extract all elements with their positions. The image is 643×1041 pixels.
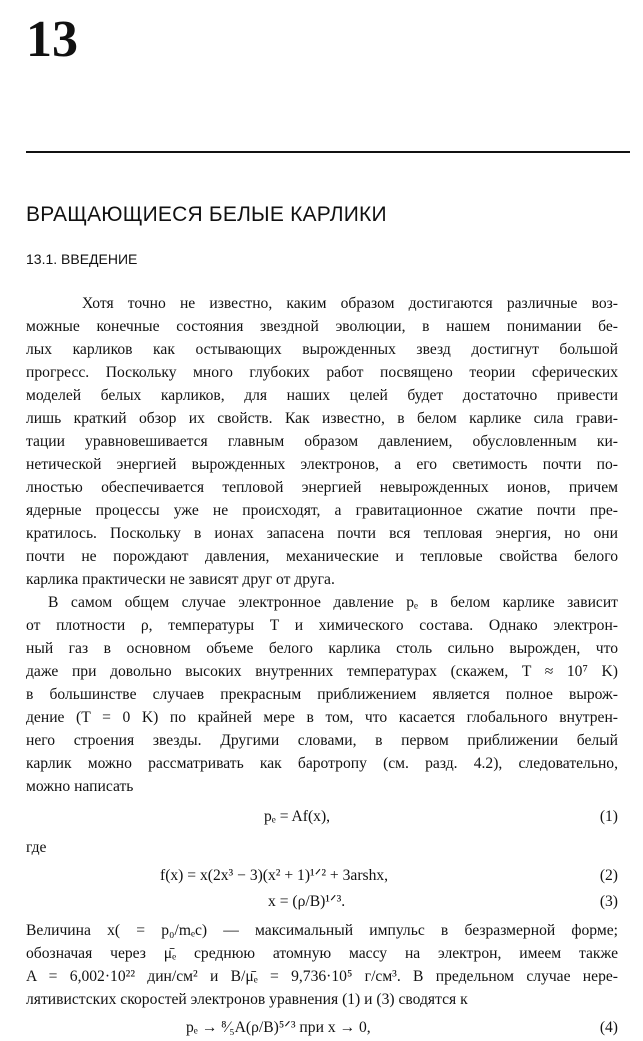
text-line: можно написать	[26, 778, 134, 795]
text-line: него строения звезды. Другими словами, в первом приближении белый	[26, 732, 618, 749]
text-line: Хотя точно не известно, каким образом достигаются различные воз-	[82, 295, 618, 312]
equation-3-number: (3)	[599, 893, 618, 910]
paragraph-1	[26, 292, 618, 591]
equation-1-number: (1)	[599, 808, 618, 825]
equation-1-expression: pₑ = Af(x),	[264, 808, 331, 825]
text-line: лностью обеспечивается тепловой энергией невырожденных ионов, причем	[26, 479, 618, 496]
text-line: дение (T = 0 K) по крайней мере в том, что касается глобального внутрен-	[26, 709, 618, 726]
equation-4	[26, 1015, 618, 1041]
equation-4-number: (4)	[599, 1019, 618, 1036]
text-line: В самом общем случае электронное давление pₑ в белом карлике зависит	[48, 594, 618, 611]
equation-4-expression: pₑ → ⁸⁄₅A(ρ/B)⁵ᐟ³ при x → 0,	[186, 1019, 371, 1036]
text-line: в большинстве случаев прекрасным приближением является полное вырож-	[26, 686, 618, 703]
equation-2-number: (2)	[599, 867, 618, 884]
chapter-rule	[26, 151, 630, 153]
paragraph-3	[26, 919, 618, 1011]
text-line: нетической энергией вырожденных электронов, а его светимость почти по-	[26, 456, 618, 473]
equation-3	[26, 889, 618, 915]
equation-3-expression: x = (ρ/B)¹ᐟ³.	[268, 893, 346, 910]
paragraph-2	[26, 591, 618, 798]
text-line: почти не порождают давления, механические и тепловые свойства белого	[26, 548, 618, 565]
text-line: лишь краткий обзор их свойств. Как известно, в белом карлике сила грави-	[26, 410, 618, 427]
text-line: прогресс. Поскольку много глубоких работ посвящено теории сферических	[26, 364, 618, 381]
chapter-title: ВРАЩАЮЩИЕСЯ БЕЛЫЕ КАРЛИКИ	[26, 203, 387, 226]
text-line: лых карликов как остывающих вырожденных звезд достигнут большой	[26, 341, 618, 358]
where-label: где	[26, 839, 47, 856]
text-line: A = 6,002·10²² дин/см² и B/μ̄ₑ = 9,736·10⁵ г/см³. В предельном случае нере-	[26, 968, 618, 985]
equation-2-expression: f(x) = x(2x³ − 3)(x² + 1)¹ᐟ² + 3arshx,	[160, 867, 389, 884]
text-line: тации уравновешивается главным образом давлением, обусловленным ки-	[26, 433, 618, 450]
text-line: кратилось. Поскольку в ионах запасена почти вся тепловая энергия, но они	[26, 525, 618, 542]
text-line: Величина x( = p₀/mₑc) — максимальный импульс в безразмерной форме;	[26, 922, 618, 939]
chapter-number: 13	[26, 11, 78, 68]
text-line: от плотности ρ, температуры T и химического состава. Однако электрон-	[26, 617, 618, 634]
text-line: карлик можно рассматривать как баротропу (см. разд. 4.2), следовательно,	[26, 755, 618, 772]
text-line: ядерные процессы уже не происходят, а гравитационное сжатие почти пре-	[26, 502, 618, 519]
text-line: ный газ в основном объеме белого карлика столь сильно вырожден, что	[26, 640, 618, 657]
text-line: можные конечные состояния звездной эволюции, в нашем понимании бе-	[26, 318, 618, 335]
article-body	[26, 292, 618, 1041]
equation-2	[26, 863, 618, 889]
text-line: лятивистских скоростей электронов уравнения (1) и (3) сводятся к	[26, 991, 468, 1008]
text-line: карлика практически не зависят друг от друга.	[26, 571, 335, 588]
text-line: моделей белых карликов, для наших целей будет достаточно привести	[26, 387, 618, 404]
text-line: даже при довольно высоких внутренних температурах (скажем, T ≈ 10⁷ K)	[26, 663, 618, 680]
section-heading: 13.1. ВВЕДЕНИЕ	[26, 251, 138, 267]
equation-1	[26, 804, 618, 830]
text-line: обозначая через μ̄ₑ среднюю атомную массу на электрон, имеем также	[26, 945, 618, 962]
